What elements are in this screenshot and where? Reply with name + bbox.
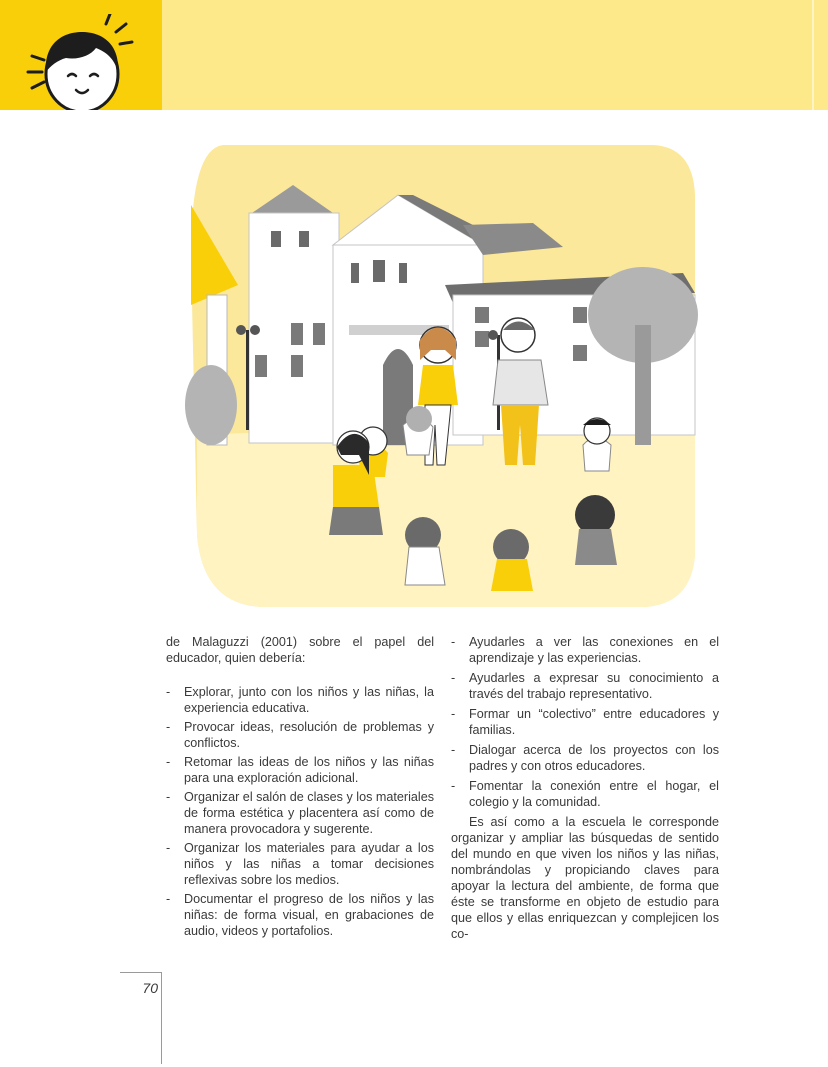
list-item: - Ayudarles a ver las conexiones en el aprendizaje y las experiencias.: [451, 635, 719, 665]
dash-bullet: -: [166, 841, 171, 855]
page-number-rule-vertical: [161, 972, 162, 1064]
list-item: - Provocar ideas, resolución de problemas y conflictos.: [166, 720, 434, 750]
dash-bullet: -: [166, 790, 171, 804]
list-item: - Documentar el progreso de los niños y las niñas: de forma visual, en grabaciones de audio, videos y portafolios.: [166, 892, 434, 938]
school-plaza-illustration: [183, 135, 698, 613]
dash-bullet: -: [451, 635, 456, 649]
right-column: [451, 634, 719, 942]
left-column: [166, 634, 434, 942]
dash-bullet: -: [451, 671, 456, 685]
list-item: - Fomentar la conexión entre el hogar, el colegio y la comunidad.: [451, 779, 719, 809]
page-number: 70: [142, 980, 158, 996]
list-item: - Formar un “colectivo” entre educadores y familias.: [451, 707, 719, 737]
dash-bullet: -: [166, 755, 171, 769]
page-number-rule-horizontal: [120, 972, 162, 973]
list-item: - Organizar los materiales para ayudar a los niños y las niñas a tomar decisiones reflexivas sobre los medios.: [166, 841, 434, 887]
child-mascot-icon: [22, 14, 142, 110]
dash-bullet: -: [451, 707, 456, 721]
educator-roles-list-continued: [451, 634, 719, 810]
header-edge-line: [812, 0, 814, 110]
educator-roles-list: [166, 684, 434, 939]
body-paragraph: Es así como a la escuela le corresponde organizar y ampliar las búsquedas de sentido del mundo en que viven los niños y las niñas, nombrándolas y propiciando claves para apoyar la lectura del ambiente, de forma que éste se transforme en objeto de estudio para que ellos y ellas enriquezcan y complejicen los co-: [451, 815, 719, 941]
list-item: - Explorar, junto con los niños y las niñas, la experiencia educativa.: [166, 685, 434, 715]
header-tab: [0, 0, 162, 110]
left-intro-text: de Malaguzzi (2001) sobre el papel del educador, quien debería:: [166, 635, 434, 665]
dash-bullet: -: [166, 892, 171, 906]
dash-bullet: -: [451, 779, 456, 793]
dash-bullet: -: [451, 743, 456, 757]
list-item: - Retomar las ideas de los niños y las niñas para una exploración adicional.: [166, 755, 434, 785]
dash-bullet: -: [166, 720, 171, 734]
list-item: - Organizar el salón de clases y los materiales de forma estética y placentera así como de manera provocadora y sugerente.: [166, 790, 434, 836]
list-item: - Dialogar acerca de los proyectos con los padres y con otros educadores.: [451, 743, 719, 773]
dash-bullet: -: [166, 685, 171, 699]
list-item: - Ayudarles a expresar su conocimiento a través del trabajo representativo.: [451, 671, 719, 701]
